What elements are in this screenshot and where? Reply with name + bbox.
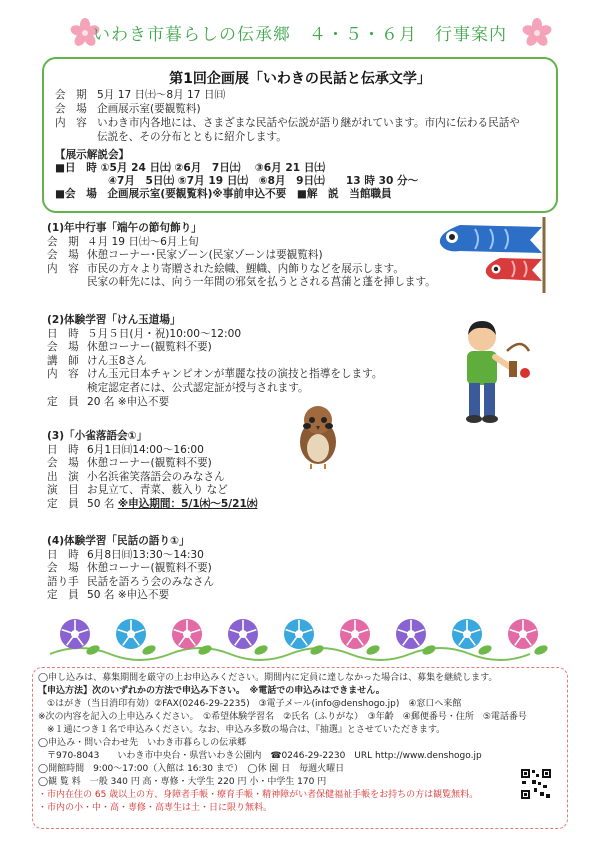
row-key: 定 員 (47, 589, 79, 602)
exhibit-period-label: 会 期 (55, 89, 87, 101)
carp-streamer-illustration (430, 215, 550, 295)
row-value: 6月8日㈰13:30～14:30 (87, 548, 204, 561)
kendama-boy-illustration (455, 315, 535, 425)
exhibit-content-2: 伝説を、その分布とともに紹介します。 (97, 131, 287, 143)
exhibit-period: 5月 17 日㈯～8月 17 日㈰ (97, 89, 226, 101)
blue-carp-icon (440, 225, 542, 253)
row-key: 会 期 (47, 235, 79, 248)
event-heading: (4)体験学習「民話の語り①」 (47, 535, 190, 547)
red-carp-icon (486, 258, 542, 281)
footer-application-method: 【申込方法】次のいずれかの方法で申込み下さい。 ※電話での申込みはできません。 (38, 686, 385, 696)
row-value: 検定認定者には、公式認定証が授与されます。 (87, 381, 309, 394)
footer-contact-heading: ◯申込み・問い合わせ先 いわき市暮らしの伝承郷 (38, 738, 247, 748)
row-key: 出 演 (47, 470, 79, 483)
row-key: 内 容 (47, 368, 79, 381)
row-value: ４月 19 日㈯～6月上旬 (87, 235, 199, 248)
event-heading: (2)体験学習「けん玉道場」 (47, 314, 181, 326)
row-key: 日 時 (47, 548, 79, 561)
row-key: 日 時 (47, 327, 79, 340)
row-key: 会 場 (47, 249, 79, 262)
row-key: 定 員 (47, 497, 79, 510)
row-key: 日 時 (47, 443, 79, 456)
row-key: 定 員 (47, 395, 79, 408)
row-value: 50 名 ※申込不要 (87, 589, 170, 602)
row-value: 20 名 ※申込不要 (87, 395, 170, 408)
qr-code-icon (520, 768, 552, 800)
footer-address: 〒970-8043 いわき市中央台・県営いわき公園内 ☎0246-29-2230 URL http://www.denshogo.jp (38, 751, 482, 761)
row-value: 休憩コーナー･民家ゾーン(民家ゾーンは要観覧料) (87, 249, 323, 262)
row-key: 会 場 (47, 341, 79, 354)
row-value: 休憩コーナー(観覧料不要) (87, 341, 212, 354)
row-key: 内 容 (47, 262, 79, 275)
event-2 (47, 314, 382, 409)
event-3 (47, 430, 257, 512)
event-heading: (3)「小雀落語会①」 (47, 430, 148, 442)
row-value: 小名浜雀笑落語会のみなさん (87, 470, 225, 483)
row-key: 会 場 (47, 457, 79, 470)
footer-free-admission-students: ・市内の小・中・高・専修・高専生は土・日に限り無料。 (38, 803, 273, 813)
row-key: 演 目 (47, 484, 79, 497)
footer-application-options: ①はがき（当日消印有効）②FAX(0246-29-2235) ③電子メール(info@denshogo.jp) ④窓口へ来館 (38, 699, 462, 709)
row-value: ５月５日(月・祝)10:00～12:00 (87, 327, 242, 340)
application-period: ※申込期間：5/1㈭～5/21㈬ (117, 497, 258, 510)
event-heading: (1)年中行事「端午の節句飾り」 (47, 222, 202, 234)
page-title: いわき市暮らしの伝承郷 ４・５・６月 行事案内 (93, 25, 507, 45)
row-value: 50 名 (87, 497, 118, 510)
morning-glory-icon (116, 619, 157, 657)
row-value: けん玉8さん (87, 354, 147, 367)
row-value: 休憩コーナー(観覧料不要) (87, 562, 212, 575)
footer-free-admission-seniors: ・市内在住の 65 歳以上の方、身障者手帳・療育手帳・精神障がい者保健福祉手帳をお持ちの方は観覧無料。 (38, 790, 479, 800)
footer-fees: ◯観 覧 料 一般 340 円 高・専修・大学生 220 円 小・中学生 170 円 (38, 777, 327, 787)
row-value: 休憩コーナー(観覧料不要) (87, 457, 212, 470)
exhibit-content-1: いわき市内各地には、さまざまな民話や伝説が語り継がれています。市内に伝わる民話や (97, 117, 520, 129)
exhibit-venue: 企画展示室(要観覧料) (97, 103, 201, 115)
row-value: 6月1日㈰14:00～16:00 (87, 443, 204, 456)
row-key: 語り手 (47, 575, 79, 588)
talk-dates-1: ■日 時 ①5月 24 日㈯ ②6月 7日㈯ ③6月 21 日㈯ (55, 162, 326, 174)
talk-venue: ■会 場 企画展示室(要観覧料)※事前申込不要 ■解 説 当館職員 (55, 188, 392, 200)
exhibit-content-label: 内 容 (55, 117, 87, 129)
footer-lottery-note: ※１通につき１名で申込みください。なお、申込み多数の場合は、『抽選』とさせていただきます。 (38, 725, 446, 735)
footer-hours: ◯開館時間 9:00～17:00（入館は 16:30 まで） ◯休 園 日 毎週火曜日 (38, 764, 345, 774)
row-value: 市民の方々より寄贈された絵幟、鯉幟、内飾りなどを展示します。 (87, 262, 404, 275)
morning-glory-icon (60, 619, 101, 657)
exhibit-title: 第1回企画展「いわきの民話と伝承文学」 (169, 71, 431, 87)
footer-required-fields: ※次の内容を記入の上申込みください。 ①希望体験学習名 ②氏名（ふりがな） ③年齢 ④郵便番号・住所 ⑤電話番号 (38, 712, 527, 722)
morning-glory-icon (284, 619, 325, 657)
footer-note-deadline: ◯申し込みは、募集期間を厳守の上お申込みください。期間内に定員に達しなかった場合は、募集を継続します。 (38, 673, 498, 683)
row-key: 会 場 (47, 562, 79, 575)
exhibit-venue-label: 会 場 (55, 103, 87, 115)
sakura-icon-right (522, 18, 552, 48)
sparrow-illustration (296, 400, 341, 470)
row-value: お見立て、青菜、薮入り など (87, 484, 228, 497)
morning-glory-icon (228, 619, 269, 657)
row-value: 民家の軒先には、向う一年間の邪気を払うとされる菖蒲と蓬を挿します。 (87, 276, 436, 289)
talk-dates-2: ④7月 5日㈯ ⑤7月 19 日㈯ ⑥8月 9日㈯ 13 時 30 分～ (108, 175, 419, 187)
row-value: 民話を語ろう会のみなさん (87, 575, 215, 588)
talk-heading: 【展示解説会】 (55, 149, 130, 161)
morning-glory-icon (508, 619, 549, 657)
row-value: けん玉元日本チャンピオンが華麗な技の演技と指導をします。 (87, 368, 383, 381)
morning-glory-icon (340, 619, 381, 657)
row-key: 講 師 (47, 354, 79, 367)
event-1 (47, 222, 436, 290)
event-4 (47, 535, 214, 603)
